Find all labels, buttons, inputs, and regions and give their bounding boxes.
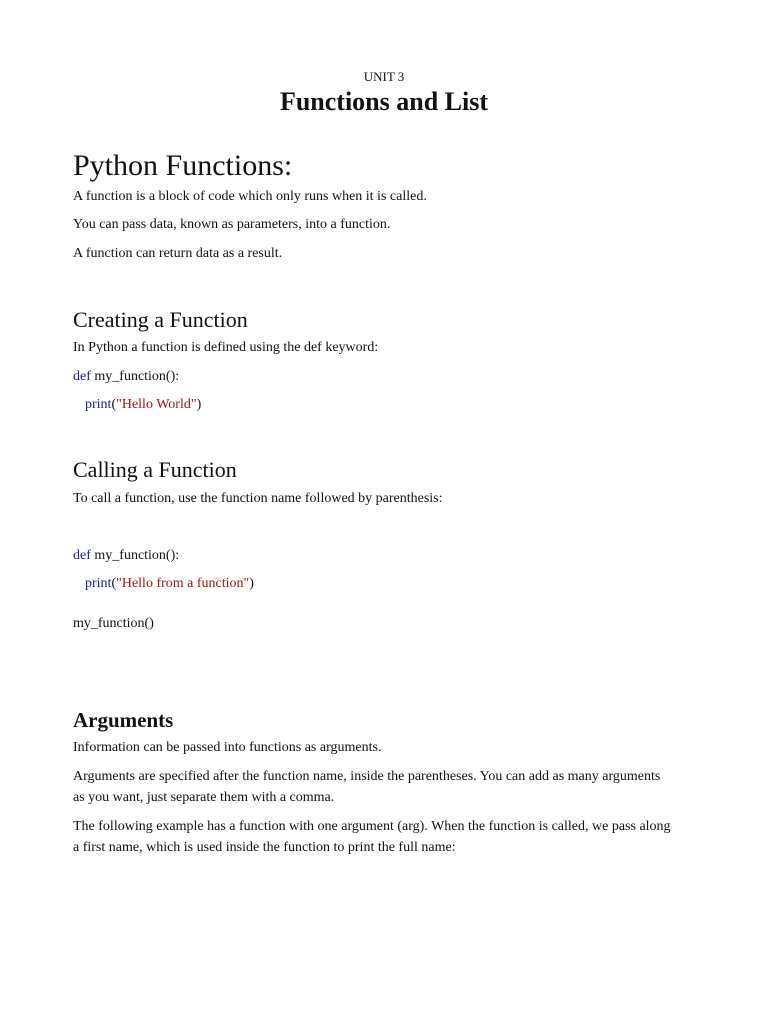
code-string: "Hello from a function" — [116, 576, 250, 591]
section-heading-arguments: Arguments — [73, 708, 174, 732]
paragraph-def-keyword: In Python a function is defined using the def keyword: — [73, 340, 379, 355]
code-keyword-print: print — [85, 397, 112, 412]
code-def-signature: my_function(): — [90, 369, 180, 384]
code-line-def — [73, 368, 179, 386]
code-close-paren: ) — [249, 576, 254, 591]
paragraph-function-definition: A function is a block of code which only runs when it is called. — [73, 189, 427, 204]
code-line-print — [85, 575, 254, 593]
section-heading-python-functions: Python Functions: — [73, 149, 293, 182]
code-close-paren: ) — [196, 397, 202, 412]
section-heading-creating-function: Creating a Function — [73, 307, 248, 332]
code-line-def — [73, 547, 179, 565]
paragraph-arguments-intro: Information can be passed into functions as arguments. — [73, 740, 382, 755]
code-line-print — [85, 396, 201, 414]
code-keyword-def: def — [73, 548, 91, 563]
paragraph-return-data: A function can return data as a result. — [73, 246, 283, 261]
paragraph-call-function: To call a function, use the function name followed by parenthesis: — [73, 491, 443, 506]
code-open-paren: ( — [111, 397, 117, 412]
code-def-signature: my_function(): — [90, 548, 180, 563]
paragraph-parameters: You can pass data, known as parameters, into a function. — [73, 217, 391, 232]
paragraph-arguments-specified: Arguments are specified after the function name, inside the parentheses. You can add as many arguments as you want, just separate them with a comma. — [73, 769, 661, 805]
code-keyword-print: print — [85, 576, 112, 591]
document-title: Functions and List — [279, 87, 489, 116]
code-keyword-def: def — [73, 369, 91, 384]
code-line-call: my_function() — [73, 616, 154, 631]
paragraph-arguments-example: The following example has a function with one argument (arg). When the function is called, we pass along a first name, which is used inside the function to print the full name: — [73, 819, 671, 855]
unit-label: UNIT 3 — [363, 69, 405, 84]
code-string: "Hello World" — [116, 397, 197, 412]
section-heading-calling-function: Calling a Function — [73, 457, 237, 482]
code-open-paren: ( — [111, 576, 117, 591]
